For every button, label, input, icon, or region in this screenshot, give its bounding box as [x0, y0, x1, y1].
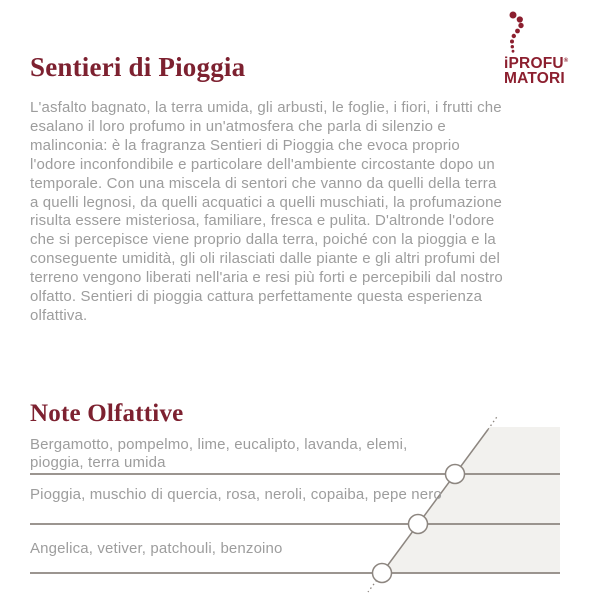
registered-mark: ® — [563, 58, 569, 64]
heart-notes-list: Pioggia, muschio di quercia, rosa, neroli, copaiba, pepe nero — [30, 486, 442, 503]
top-notes-list: Bergamotto, pompelmo, lime, eucalipto, lavanda, elemi, pioggia, terra umida — [30, 436, 408, 471]
fragrance-description: L'asfalto bagnato, la terra umida, gli arbusti, le foglie, i fiori, i frutti che esalano il loro profumo in un'atmosfera che parla di silenzio e malinconia: è la fragranza Sentieri di Pioggia che evoca proprio l'odore inconfondibile e particolare dell'ambiente circostante dopo un temporale. Con una miscela di sentori che vanno da quelli della terra a quelli legnosi, da quelli acquatici a quelli muschiati, la profumazione risulta essere misteriosa, familiare, fresca e pulita. D'altronde l'odore che si percepisce viene proprio dalla terra, poiché con la pioggia e la conseguente umidità, gli oli rilasciati dalle piante e gli altri profumi del terreno vengono liberati nell'aria e resi più forti e percepibili dal nostro olfatto. Sentieri di pioggia cattura perfettamente questa esperienza olfattiva. — [30, 99, 503, 324]
base-note-marker — [373, 564, 392, 583]
brand-name-line2: MATORI — [504, 69, 565, 87]
brand-logo[interactable] — [503, 8, 587, 86]
brand-name-line1: iPROFU® — [504, 55, 569, 73]
scent-trail-icon — [503, 8, 587, 54]
heart-note-marker — [409, 515, 428, 534]
notes-section-heading: Note Olfattive — [30, 400, 184, 427]
page-title: Sentieri di Pioggia — [30, 52, 246, 82]
base-notes-list: Angelica, vetiver, patchouli, benzoino — [30, 540, 283, 557]
